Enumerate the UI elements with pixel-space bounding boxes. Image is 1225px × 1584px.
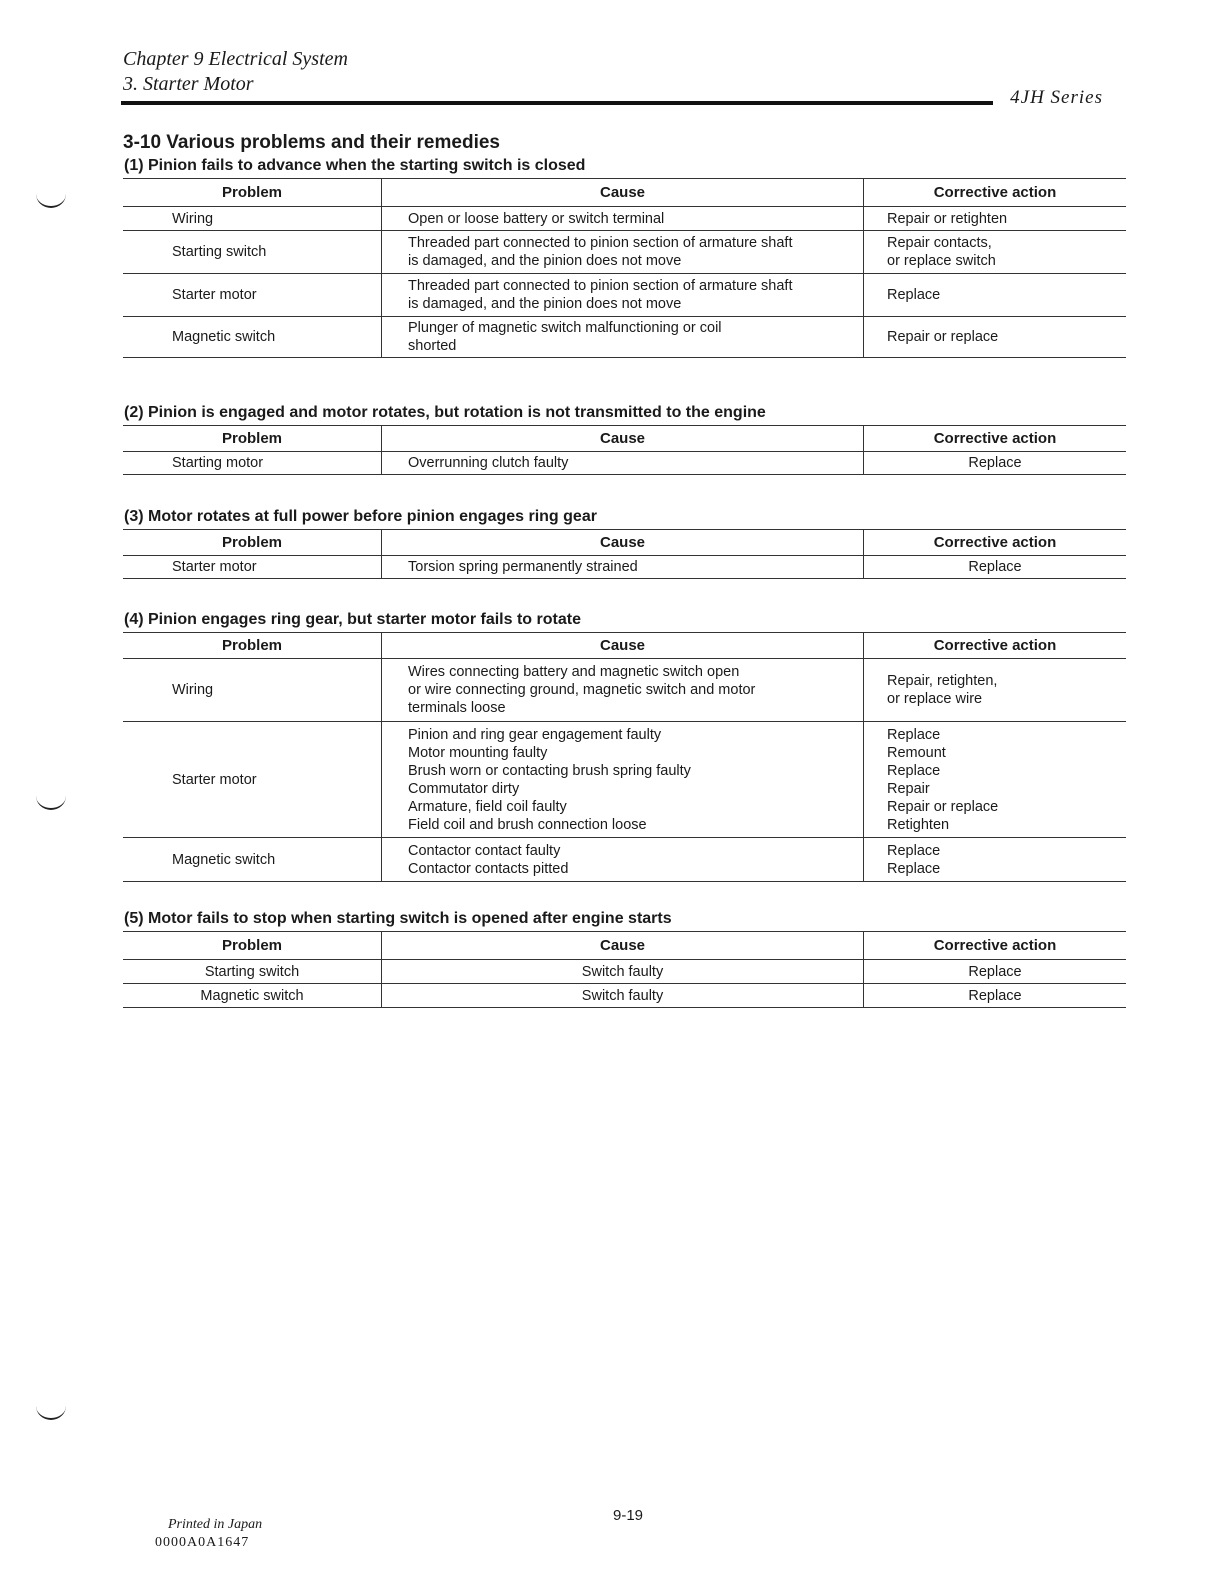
table-row [123,452,1126,475]
cause-cell [381,722,864,837]
table-row [123,274,1126,317]
header-rule [121,101,993,105]
cause-line: Pinion and ring gear engagement faulty [408,726,662,743]
cause-cell: Open or loose battery or switch terminal [381,207,864,230]
cause-header: Cause [381,633,864,658]
action-header: Corrective action [933,936,1057,954]
cause-line: Plunger of magnetic switch malfunctioning or coil [408,320,722,336]
cause-cell [381,659,864,721]
printed-in-label: Printed in Japan [168,1517,263,1532]
table-2 [123,425,1126,475]
action-line: Repair [887,780,930,797]
cause-line: is damaged, and the pinion does not move [408,296,682,312]
table-row [123,838,1126,882]
table-3-title: (3) Motor rotates at full power before pinion engages ring gear [124,508,597,525]
table-header-row [123,425,1126,452]
cause-line: Wires connecting battery and magnetic switch open [408,664,740,680]
cause-cell: Overrunning clutch faulty [381,452,864,474]
document-code: 0000A0A1647 [155,1535,250,1550]
action-line: Remount [887,744,946,761]
table-1-title: (1) Pinion fails to advance when the starting switch is closed [124,157,586,174]
action-cell: Replace [887,287,941,303]
action-line: Repair, retighten, [887,673,998,689]
cause-line: Commutator dirty [408,780,520,797]
cause-line: terminals loose [408,700,506,716]
action-cell: Replace [968,987,1022,1004]
problem-cell: Wiring [172,682,214,698]
action-cell: Replace [968,455,1022,471]
problem-cell: Starter motor [172,771,257,788]
action-cell: Replace [968,963,1022,980]
table-row [123,659,1126,722]
table-row [123,722,1126,838]
table-3 [123,529,1126,579]
cause-line: Brush worn or contacting brush spring faulty [408,762,691,779]
cause-line: Threaded part connected to pinion section of armature shaft [408,235,793,251]
table-5 [123,931,1126,1008]
action-cell: Repair or retighten [887,210,1008,227]
action-header: Corrective action [933,429,1057,447]
action-cell [864,722,1126,837]
section-heading: 3-10 Various problems and their remedies [123,132,500,153]
action-line: Repair or replace [887,798,999,815]
problem-cell: Wiring [172,210,214,227]
margin-mark [36,796,66,810]
problem-header: Problem [221,533,282,551]
action-line: or replace wire [887,691,983,707]
problem-cell: Starting motor [172,455,264,471]
action-cell [864,838,1126,881]
action-header: Corrective action [933,636,1057,654]
table-4 [123,632,1126,882]
page-number: 9-19 [613,1507,644,1524]
action-line: Repair contacts, [887,235,992,251]
table-1 [123,178,1126,358]
action-line: Replace [887,726,941,743]
table-2-title: (2) Pinion is engaged and motor rotates, but rotation is not transmitted to the engine [124,404,766,421]
action-line: Retighten [887,816,950,833]
section-title: 3. Starter Motor [123,73,254,95]
problem-cell: Starting switch [172,244,267,260]
table-row [123,231,1126,274]
chapter-title: Chapter 9 Electrical System [123,48,348,70]
cause-line: Motor mounting faulty [408,744,548,761]
cause-line: Field coil and brush connection loose [408,816,647,833]
action-line: Replace [887,860,941,877]
table-row [123,556,1126,579]
table-header-row [123,931,1126,960]
cause-header: Cause [381,426,864,451]
action-cell: Repair or replace [887,329,999,345]
cause-header: Cause [381,932,864,959]
cause-line: Armature, field coil faulty [408,798,567,815]
table-4-title: (4) Pinion engages ring gear, but starter motor fails to rotate [124,611,581,628]
cause-line: Threaded part connected to pinion section of armature shaft [408,278,793,294]
problem-cell: Starting switch [204,963,300,980]
table-5-title: (5) Motor fails to stop when starting switch is opened after engine starts [124,910,672,927]
cause-line: Contactor contact faulty [408,842,561,859]
cause-cell [381,838,864,881]
table-header-row [123,529,1126,556]
table-header-row [123,178,1126,207]
cause-header: Cause [381,530,864,555]
problem-header: Problem [221,429,282,447]
cause-cell: Switch faulty [381,960,864,983]
problem-cell: Magnetic switch [200,987,304,1004]
cause-cell: Switch faulty [381,984,864,1007]
problem-cell: Magnetic switch [172,851,276,868]
series-label: 4JH Series [1010,87,1103,108]
action-line: or replace switch [887,253,996,269]
cause-cell [381,317,864,357]
cause-line: or wire connecting ground, magnetic switch and motor [408,682,756,698]
action-cell [864,231,1126,273]
action-header: Corrective action [933,183,1057,201]
cause-line: is damaged, and the pinion does not move [408,253,682,269]
action-line: Replace [887,842,941,859]
cause-line: shorted [408,338,457,354]
problem-header: Problem [221,936,282,954]
action-header: Corrective action [933,533,1057,551]
action-line: Replace [887,762,941,779]
margin-mark [36,194,66,208]
cause-cell [381,231,864,273]
cause-line: Contactor contacts pitted [408,860,569,877]
problem-cell: Magnetic switch [172,329,276,345]
problem-cell: Starter motor [172,559,257,575]
cause-header: Cause [381,179,864,206]
table-row [123,960,1126,984]
problem-header: Problem [221,636,282,654]
table-row [123,207,1126,231]
action-cell: Replace [968,559,1022,575]
table-row [123,317,1126,358]
cause-cell: Torsion spring permanently strained [381,556,864,578]
problem-cell: Starter motor [172,287,257,303]
table-row [123,984,1126,1008]
problem-header: Problem [221,183,282,201]
action-cell [864,659,1126,721]
table-header-row [123,632,1126,659]
margin-mark [36,1406,66,1420]
cause-cell [381,274,864,316]
